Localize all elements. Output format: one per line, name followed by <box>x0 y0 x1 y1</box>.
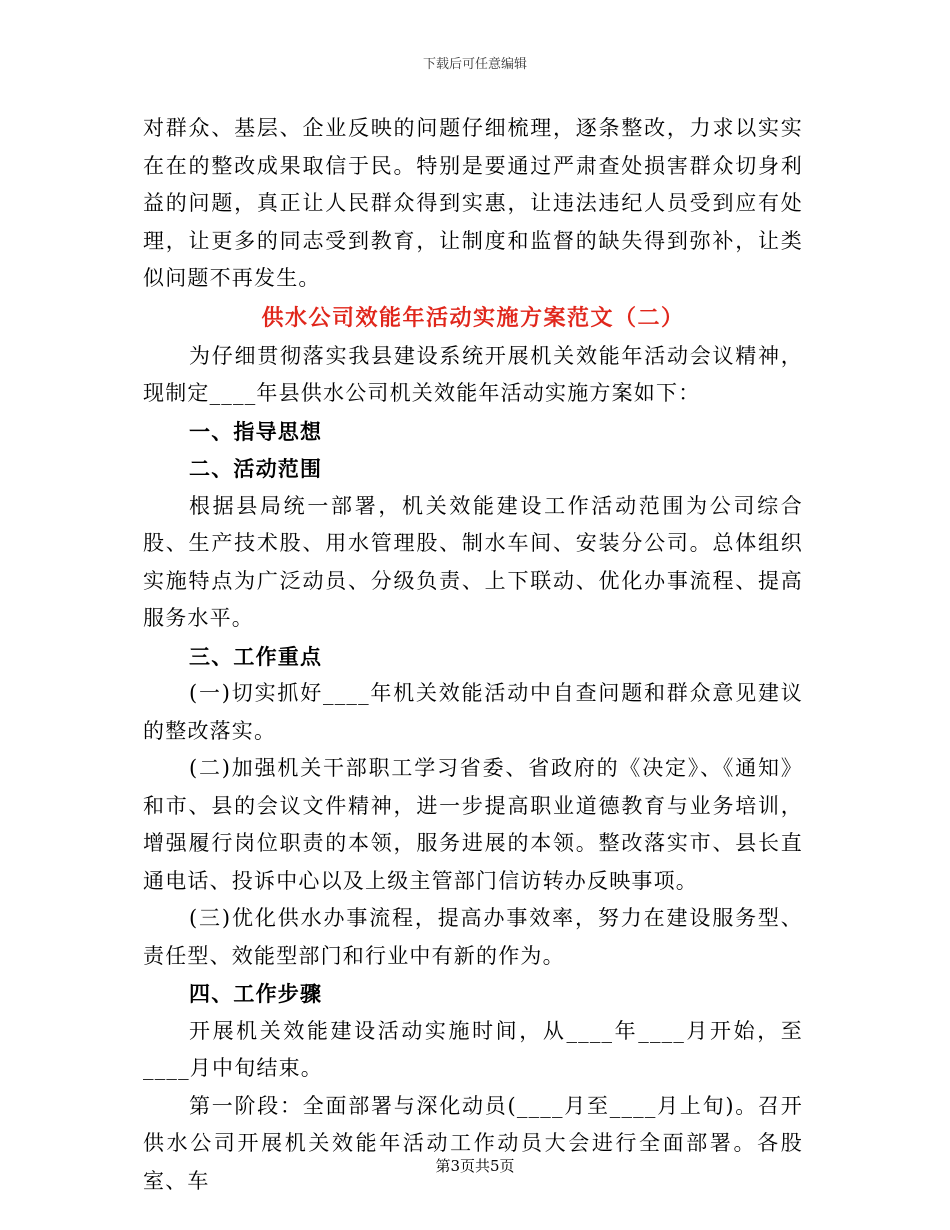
header-note: 下载后可任意编辑 <box>422 57 527 72</box>
heading-guiding-thought: 一、指导思想 <box>189 418 323 444</box>
section-title: 供水公司效能年活动实施方案范文（二） <box>261 304 685 331</box>
document-body <box>143 110 803 1200</box>
focus-item-2: (二)加强机关干部职工学习省委、省政府的《决定》、《通知》和市、县的会议文件精神，进一步提高职业道德教育与业务培训，增强履行岗位职责的本领，服务进展的本领。整改落实市、县长直通电话、投诉中心以及上级主管部门信访转办反映事项。 <box>143 756 803 893</box>
page-number: 第3页共5页 <box>435 1157 515 1175</box>
scope-paragraph: 根据县局统一部署，机关效能建设工作活动范围为公司综合股、生产技术股、用水管理股、制水车间、安装分公司。总体组织实施特点为广泛动员、分级负责、上下联动、优化办事流程、提高服务水平。 <box>143 493 803 630</box>
phase-1-paragraph: 第一阶段：全面部署与深化动员(____月至____月上旬)。召开供水公司开展机关效能年活动工作动员大会进行全面部署。各股室、车 <box>143 1093 803 1193</box>
heading-activity-scope: 二、活动范围 <box>189 456 323 481</box>
heading-work-focus: 三、工作重点 <box>189 643 323 669</box>
focus-item-1: (一)切实抓好____年机关效能活动中自查问题和群众意见建议的整改落实。 <box>143 681 803 743</box>
focus-item-3: (三)优化供水办事流程，提高办事效率，努力在建设服务型、责任型、效能型部门和行业中有新的作为。 <box>143 906 803 968</box>
intro-paragraph: 对群众、基层、企业反映的问题仔细梳理，逐条整改，力求以实实在在的整改成果取信于民。特别是要通过严肃查处损害群众切身利益的问题，真正让人民群众得到实惠，让违法违纪人员受到应有处理，让更多的同志受到教育，让制度和监督的缺失得到弥补，让类似问题不再发生。 <box>143 116 803 290</box>
preamble-paragraph: 为仔细贯彻落实我县建设系统开展机关效能年活动会议精神，现制定____年县供水公司机关效能年活动实施方案如下： <box>143 343 803 405</box>
heading-work-steps: 四、工作步骤 <box>189 981 323 1006</box>
steps-paragraph: 开展机关效能建设活动实施时间，从____年____月开始，至____月中旬结束。 <box>143 1018 803 1080</box>
